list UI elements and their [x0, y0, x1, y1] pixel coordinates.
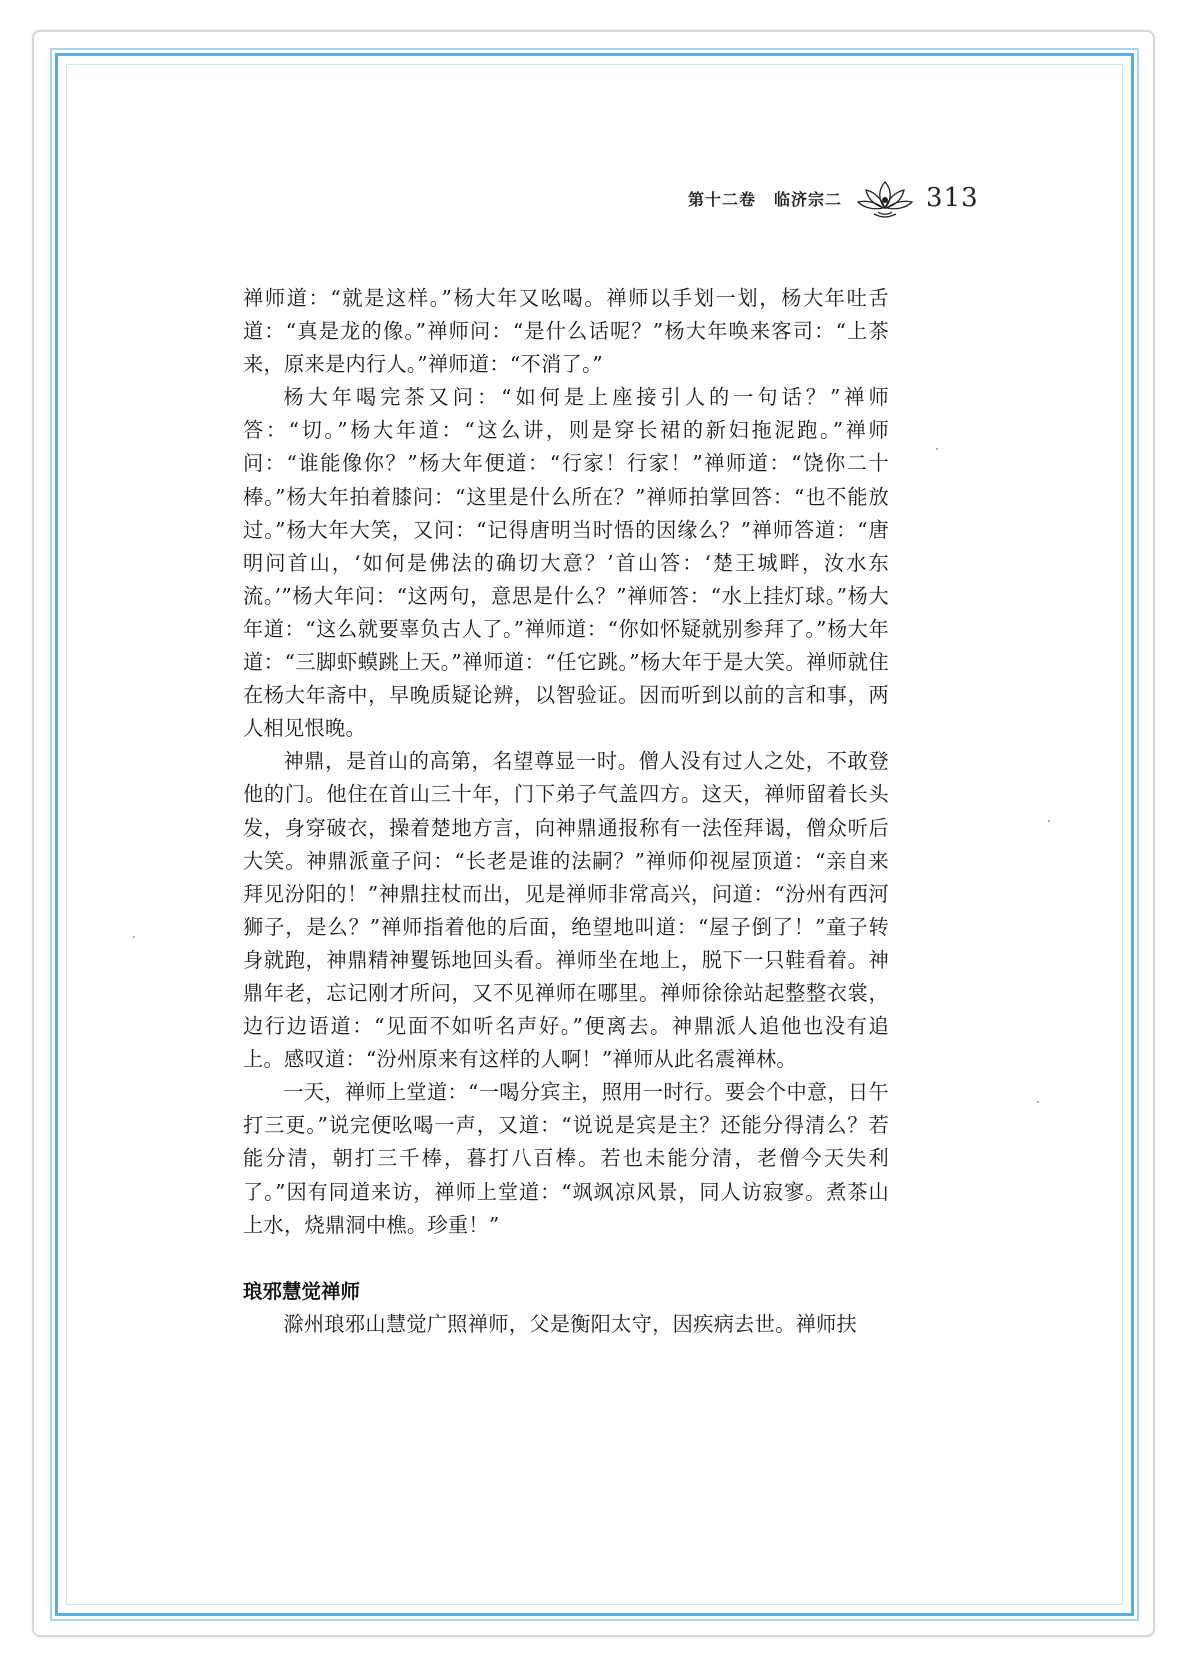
running-header — [688, 178, 979, 218]
paragraph-4: 一天，禅师上堂道：“一喝分宾主，照用一时行。要会个中意，日午打三更。”说完便吆喝一声，又道：“说说是宾是主？还能分得清么？若能分清，朝打三千棒，暮打八百棒。若也未能分清，老僧今天失利了。”因有同道来访，禅师上堂道：“飒飒凉风景，同人访寂寥。煮茶山上水，烧鼎洞中樵。珍重！” — [243, 1080, 889, 1237]
section-first-paragraph: 滁州琅邪山慧觉广照禅师，父是衡阳太守，因疾病去世。禅师扶 — [283, 1311, 858, 1336]
scan-speck — [1048, 820, 1050, 822]
header-volume: 第十二卷 — [688, 189, 757, 209]
scan-speck — [133, 936, 135, 938]
page-number: 313 — [926, 183, 979, 213]
paragraph-2: 杨大年喝完茶又问：“如何是上座接引人的一句话？”禅师答：“切。”杨大年道：“这么讲，则是穿长裙的新妇拖泥跑。”禅师问：“谁能像你？”杨大年便道：“行家！行家！”禅师道：“饶你二十棒。”杨大年拍着膝问：“这里是什么所在？”禅师拍掌回答：“也不能放过。”杨大年大笑，又问：“记得唐明当时悟的因缘么？”禅师答道：“唐明问首山，‘如何是佛法的确切大意？’首山答：‘楚王城畔，汝水东流。’”杨大年问：“这两句，意思是什么？”禅师答：“水上挂灯球。”杨大年道：“这么就要辜负古人了。”禅师道：“你如怀疑就别参拜了。”杨大年道：“三脚虾蟆跳上天。”禅师道：“任它跳。”杨大年于是大笑。禅师就住在杨大年斋中，早晚质疑论辨，以智验证。因而听到以前的言和事，两人相见恨晚。 — [243, 385, 889, 741]
body-text — [243, 282, 889, 1341]
section-heading: 琅邪慧觉禅师 — [243, 1279, 361, 1303]
scan-speck — [936, 448, 938, 450]
paragraph-1: 禅师道：“就是这样。”杨大年又吆喝。禅师以手划一划，杨大年吐舌道：“真是龙的像。”禅师问：“是什么话呢？”杨大年唤来客司：“上茶来，原来是内行人。”禅师道：“不消了。” — [243, 286, 889, 377]
header-section: 临济宗二 — [774, 189, 843, 209]
scan-speck — [1037, 1101, 1039, 1103]
paragraph-3: 神鼎，是首山的高第，名望尊显一时。僧人没有过人之处，不敢登他的门。他住在首山三十年，门下弟子气盖四方。这天，禅师留着长头发，身穿破衣，操着楚地方言，向神鼎通报称有一法侄拜谒，僧众听后大笑。神鼎派童子问：“长老是谁的法嗣？”禅师仰视屋顶道：“亲自来拜见汾阳的！”神鼎拄杖而出，见是禅师非常高兴，问道：“汾州有西河狮子，是么？”禅师指着他的后面，绝望地叫道：“屋子倒了！”童子转身就跑，神鼎精神矍铄地回头看。禅师坐在地上，脱下一只鞋看着。神鼎年老，忘记刚才所问，又不见禅师在哪里。禅师徐徐站起整整衣裳，边行边语道：“见面不如听名声好。”便离去。神鼎派人追他也没有追上。感叹道：“汾州原来有这样的人啊！”禅师从此名震禅林。 — [243, 749, 889, 1072]
lotus-ornament-icon — [856, 178, 914, 218]
